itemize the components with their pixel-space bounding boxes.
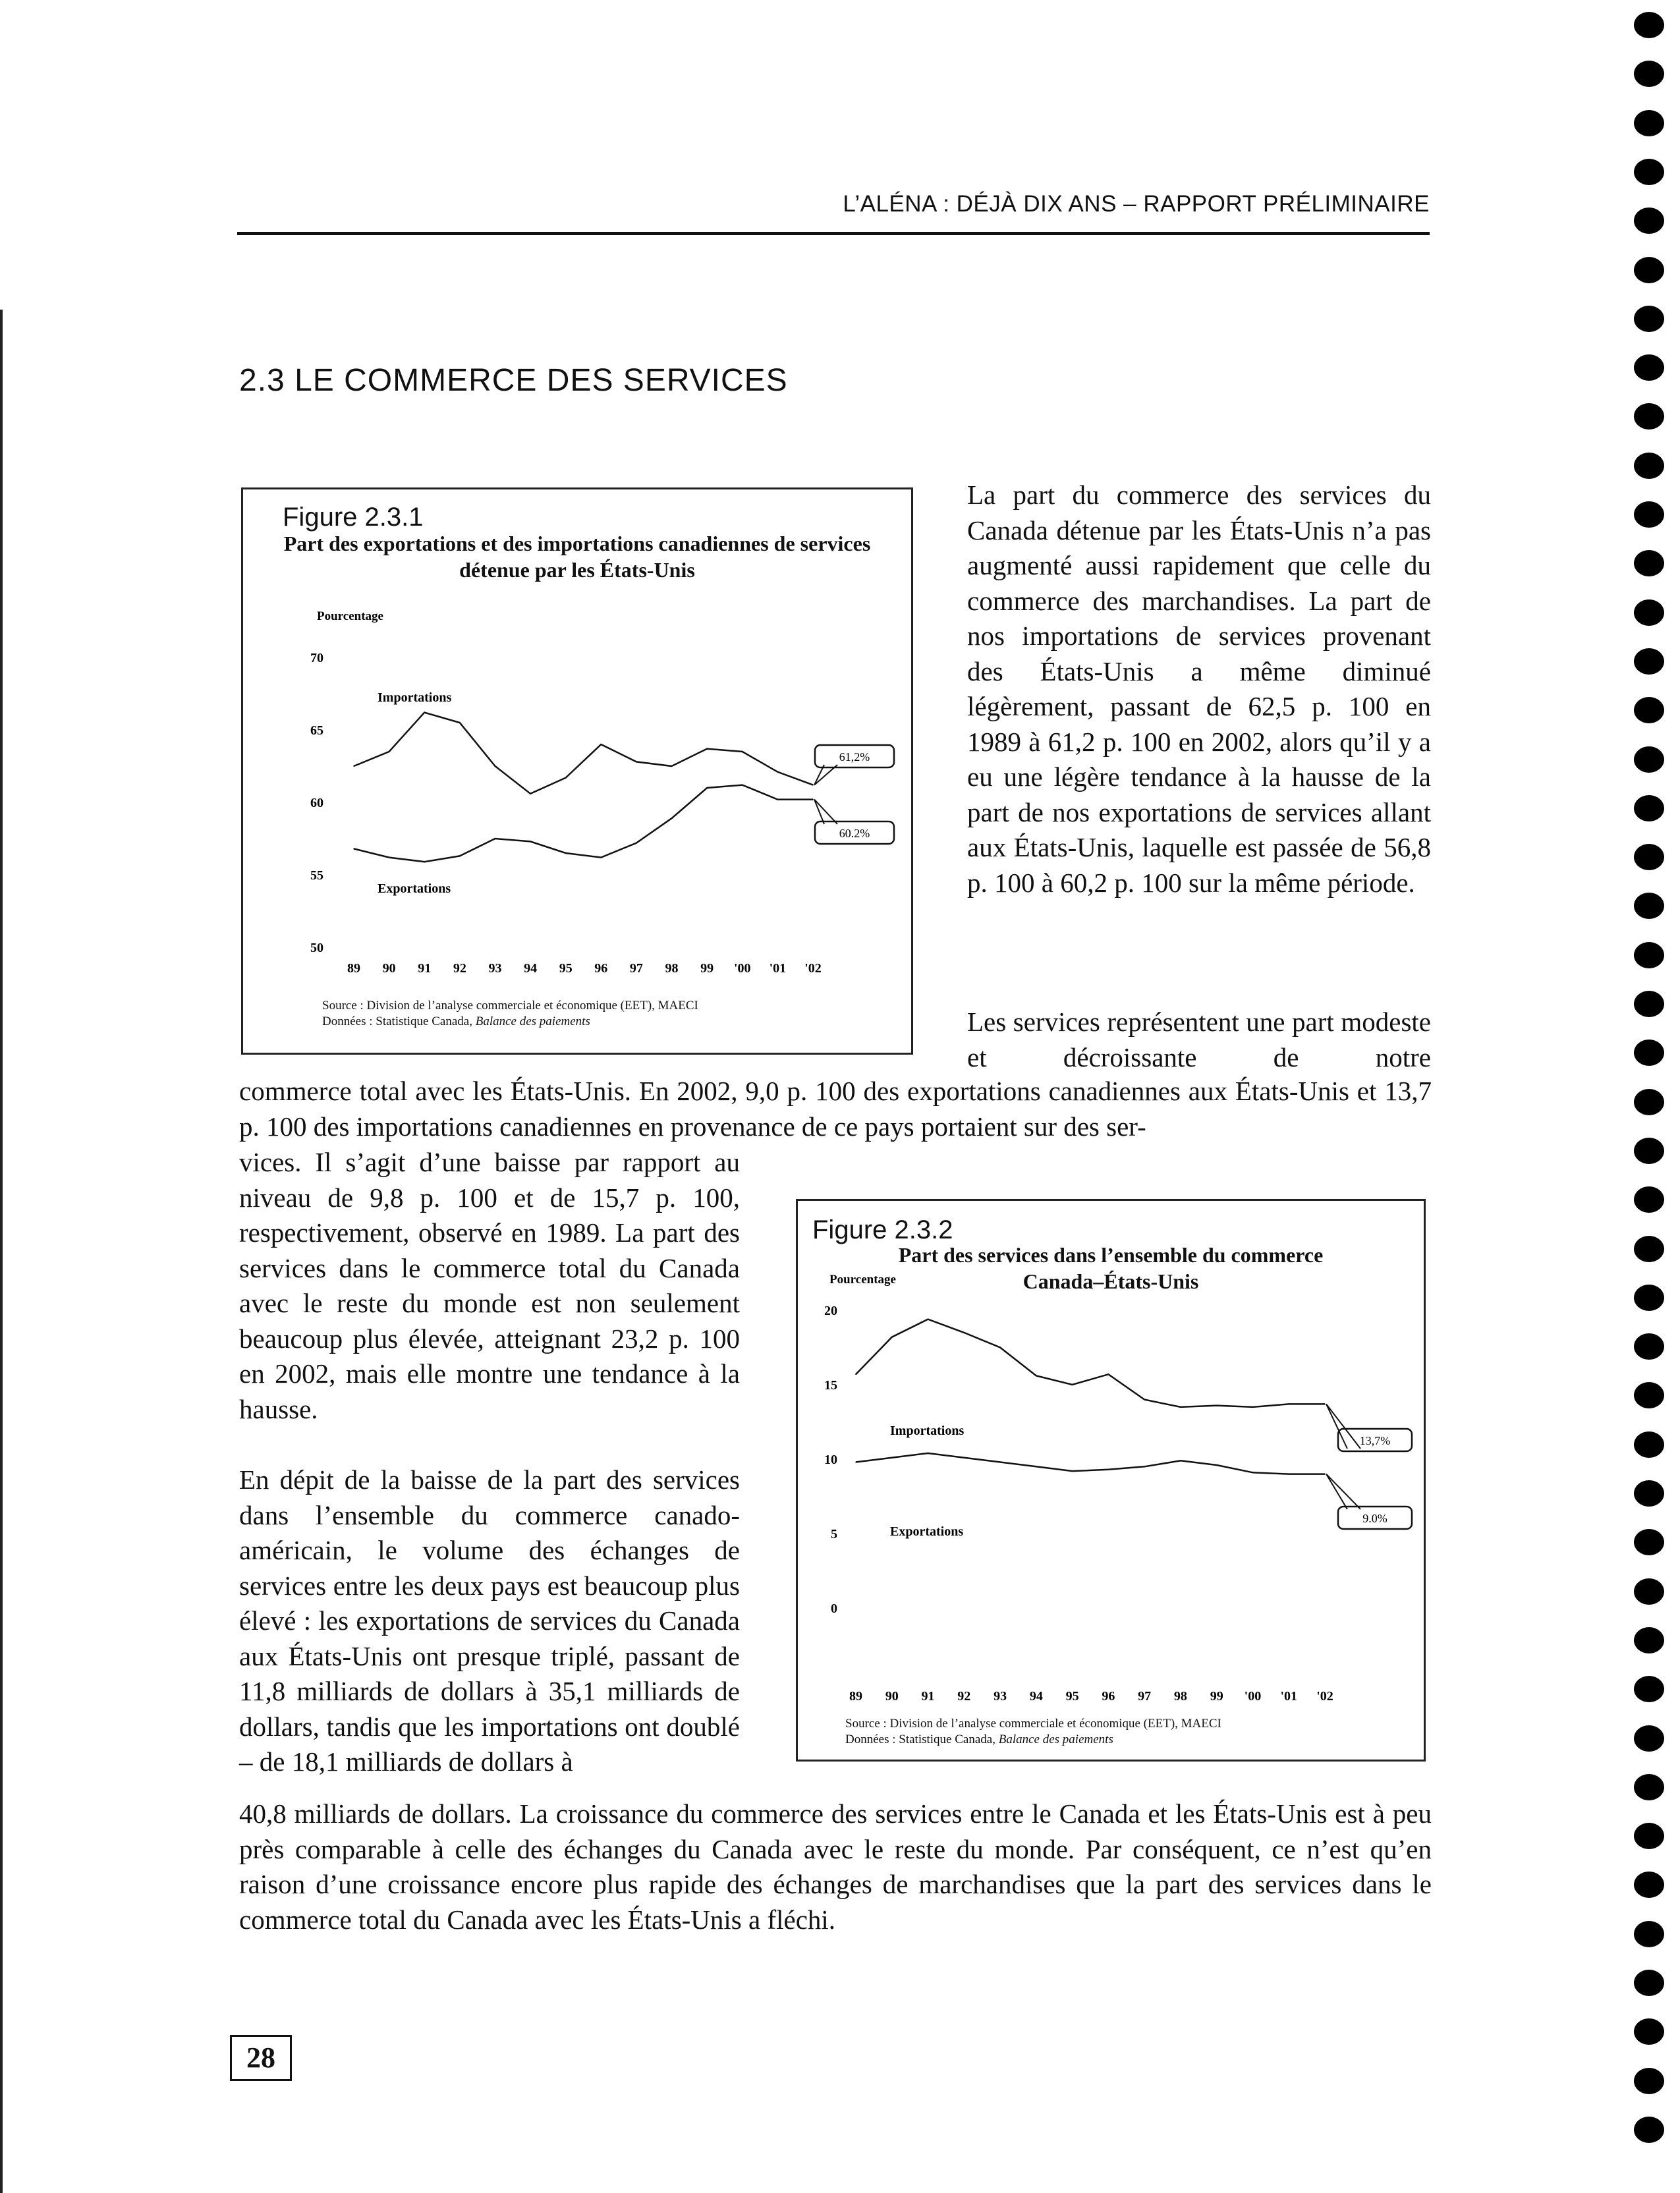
data-point	[1108, 1374, 1109, 1375]
series-name-label: Importations	[890, 1424, 965, 1438]
data-point	[671, 818, 673, 819]
binding-hole	[1634, 1040, 1664, 1066]
data-point	[1252, 1406, 1254, 1408]
binding-hole	[1634, 1431, 1664, 1458]
figure-label: Figure 2.3.2	[812, 1215, 953, 1244]
y-tick-label: 65	[310, 723, 323, 738]
data-point	[1288, 1474, 1289, 1475]
x-tick-label: 99	[1210, 1689, 1223, 1704]
figure-title-line-2: Canada–États-Unis	[1022, 1269, 1199, 1293]
binding-hole	[1634, 1236, 1664, 1262]
running-header: L’ALÉNA : DÉJÀ DIX ANS – RAPPORT PRÉLIMINAIRE	[843, 191, 1430, 217]
y-tick-label: 0	[831, 1601, 837, 1616]
paragraph-2-middle: commerce total avec les États-Unis. En 2002, 9,0 p. 100 des exportations canadiennes aux États-Unis et 13,7 p. 100 des importations canadiennes en provenance de ce pays portaient sur des ser-	[239, 1076, 1432, 1142]
x-tick-label: 92	[957, 1689, 971, 1704]
data-point	[1324, 1474, 1326, 1475]
data-point	[495, 838, 496, 839]
figure-source	[845, 1716, 1221, 1748]
source-line-1: Source : Division de l’analyse commerciale et économique (EET), MAECI	[845, 1717, 1221, 1731]
source-italic: Balance des paiements	[998, 1733, 1113, 1746]
y-axis-label: Pourcentage	[317, 609, 383, 623]
data-point	[742, 785, 743, 786]
data-point	[353, 848, 354, 850]
data-point	[855, 1374, 856, 1375]
x-tick-label: 91	[418, 961, 432, 976]
x-tick-label: 93	[488, 961, 502, 976]
binding-hole	[1634, 1480, 1664, 1507]
x-tick-label: 92	[453, 961, 466, 976]
x-tick-label: 90	[382, 961, 396, 976]
x-tick-label: 98	[1173, 1689, 1187, 1704]
figure-title-line-1: Part des exportations et des importations canadiennes de services	[283, 532, 871, 555]
x-tick-label: 90	[885, 1689, 899, 1704]
page-number: 28	[230, 2035, 292, 2081]
data-point	[891, 1457, 893, 1458]
binding-hole	[1634, 208, 1664, 234]
x-tick-label: 89	[347, 961, 360, 976]
data-point	[1288, 1404, 1289, 1405]
series-line-importations	[354, 713, 813, 794]
data-point	[671, 765, 673, 767]
binding-hole	[1634, 991, 1664, 1017]
data-point	[636, 843, 637, 844]
x-tick-label: '01	[1280, 1689, 1298, 1704]
source-line-2	[845, 1732, 1221, 1748]
data-point	[855, 1462, 856, 1463]
paragraph-3-start: En dépit de la baisse de la part des services dans l’ensemble du commerce canado-américain, le volume des échanges de services entre les deux pays est beaucoup plus élevé : les exportations de services du Canada aux États-Unis ont presque triplé, passant de 11,8 milliards de dollars à 35,1 milliards de dollars, tandis que les importations ont doublé – de 18,1 milliards de dollars à	[239, 1464, 740, 1777]
binding-hole	[1634, 1333, 1664, 1360]
source-prefix: Données : Statistique Canada,	[322, 1014, 476, 1028]
data-point	[1216, 1464, 1218, 1466]
x-tick-label: 99	[700, 961, 714, 976]
y-axis-label: Pourcentage	[829, 1273, 896, 1287]
data-point	[706, 748, 708, 750]
binding-hole	[1634, 648, 1664, 675]
chart-1	[243, 489, 911, 1053]
binding-hole	[1634, 1676, 1664, 1702]
data-point	[812, 799, 814, 800]
data-point	[928, 1319, 929, 1320]
data-point	[1180, 1460, 1181, 1461]
y-tick-label: 20	[824, 1304, 837, 1318]
figure-title-line-2: détenue par les États-Unis	[459, 558, 695, 582]
figure-title-line-1: Part des services dans l’ensemble du commerce	[898, 1243, 1324, 1267]
binding-hole	[1634, 942, 1664, 968]
binding-hole	[1634, 2117, 1664, 2143]
binding-hole	[1634, 257, 1664, 283]
figure-2-3-2	[796, 1199, 1426, 1762]
data-point	[1252, 1472, 1254, 1474]
y-tick-label: 70	[310, 651, 323, 665]
binding-hole	[1634, 1382, 1664, 1408]
data-point	[1180, 1406, 1181, 1408]
binding-hole	[1634, 1872, 1664, 1898]
binding-hole	[1634, 1725, 1664, 1752]
data-point	[999, 1347, 1001, 1348]
data-point	[1108, 1469, 1109, 1470]
source-prefix: Données : Statistique Canada,	[845, 1733, 999, 1746]
series-name-label: Importations	[378, 690, 452, 705]
x-tick-label: 95	[1065, 1689, 1079, 1704]
binding-hole	[1634, 2018, 1664, 2045]
binding-hole	[1634, 1921, 1664, 1947]
chart-2	[798, 1201, 1424, 1760]
binding-hole	[1634, 354, 1664, 381]
binding-hole	[1634, 1774, 1664, 1800]
y-tick-label: 15	[824, 1378, 837, 1393]
x-tick-label: 96	[594, 961, 608, 976]
binding-hole	[1634, 1285, 1664, 1311]
binding-hole	[1634, 1578, 1664, 1605]
data-point	[1144, 1399, 1145, 1401]
data-point	[601, 857, 602, 858]
binding-hole	[1634, 61, 1664, 87]
end-value-label: 60.2%	[839, 827, 870, 840]
data-point	[706, 787, 708, 789]
section-title: 2.3 LE COMMERCE DES SERVICES	[239, 363, 788, 398]
data-point	[495, 765, 496, 767]
x-tick-label: 93	[994, 1689, 1007, 1704]
binding-hole	[1634, 697, 1664, 723]
binding-hole	[1634, 12, 1664, 38]
x-tick-label: 98	[665, 961, 679, 976]
x-tick-label: 96	[1102, 1689, 1115, 1704]
y-tick-label: 55	[310, 868, 323, 883]
data-point	[777, 799, 779, 800]
data-point	[424, 861, 425, 862]
data-point	[1324, 1404, 1326, 1405]
x-tick-label: 89	[849, 1689, 862, 1704]
series-name-label: Exportations	[890, 1524, 964, 1539]
x-tick-label: 94	[1029, 1689, 1043, 1704]
data-point	[1072, 1384, 1073, 1385]
x-tick-label: 91	[921, 1689, 935, 1704]
header-rule	[237, 232, 1430, 235]
binding-hole	[1634, 844, 1664, 870]
data-point	[565, 852, 567, 854]
paragraph-1: La part du commerce des services du Canada détenue par les États-Unis n’a pas augmenté aussi rapidement que celle du commerce des marchandises. La part de nos importations de services provenant des États-Unis a même diminué légèrement, passant de 62,5 p. 100 en 1989 à 61,2 p. 100 en 2002, alors qu’il y a eu une légère tendance à la hausse de la part de nos exportations de services allant aux États-Unis, laquelle est passée de 56,8 p. 100 à 60,2 p. 100 sur la même période.	[967, 480, 1431, 898]
data-point	[636, 762, 637, 763]
binding-hole	[1634, 453, 1664, 479]
x-tick-label: 95	[559, 961, 573, 976]
data-point	[459, 722, 461, 723]
binding-holes	[1627, 0, 1680, 2193]
y-tick-label: 50	[310, 941, 323, 955]
data-point	[999, 1462, 1001, 1463]
x-tick-label: 94	[524, 961, 538, 976]
binding-hole	[1634, 795, 1664, 821]
binding-hole	[1634, 1089, 1664, 1115]
series-line-exportations	[354, 785, 813, 862]
binding-hole	[1634, 1138, 1664, 1164]
binding-hole	[1634, 1627, 1664, 1653]
callout-pointer	[814, 800, 837, 824]
data-point	[964, 1457, 965, 1458]
data-point	[530, 793, 531, 794]
x-tick-label: '02	[804, 961, 822, 976]
data-point	[777, 771, 779, 773]
binding-hole	[1634, 1823, 1664, 1849]
binding-hole	[1634, 110, 1664, 136]
series-line-exportations	[856, 1453, 1325, 1474]
binding-hole	[1634, 599, 1664, 626]
data-point	[565, 777, 567, 779]
data-point	[459, 856, 461, 857]
paragraph-2-end: vices. Il s’agit d’une baisse par rapport au niveau de 9,8 p. 100 et de 15,7 p. 100, respectivement, observé en 1989. La part des services dans le commerce total du Canada avec le reste du monde est non seulement beaucoup plus élevée, atteignant 23,2 p. 100 en 2002, mais elle montre une tendance à la hausse.	[239, 1147, 740, 1424]
callout-pointer	[1326, 1474, 1360, 1509]
figure-2-3-1	[241, 487, 913, 1055]
x-tick-label: 97	[1138, 1689, 1152, 1704]
binding-hole	[1634, 1186, 1664, 1213]
data-point	[928, 1453, 929, 1454]
paragraph-3-end: 40,8 milliards de dollars. La croissance du commerce des services entre le Canada et les États-Unis est à peu près comparable à celle des échanges du Canada avec le reste du monde. Par conséquent, ce n’est qu’en raison d’une croissance encore plus rapide des échanges de marchandises que la part des services dans le commerce total du Canada avec les États-Unis a fléchi.	[239, 1798, 1432, 1935]
figure-label: Figure 2.3.1	[283, 503, 424, 532]
end-value-label: 9.0%	[1362, 1512, 1387, 1525]
binding-hole	[1634, 403, 1664, 430]
series-name-label: Exportations	[378, 881, 451, 896]
x-tick-label: '01	[769, 961, 787, 976]
paragraph-2-start: Les services représentent une part modeste et décroissante de notre	[967, 1007, 1431, 1072]
data-point	[530, 841, 531, 843]
end-value-label: 13,7%	[1359, 1434, 1391, 1447]
source-italic: Balance des paiements	[475, 1014, 590, 1028]
data-point	[1216, 1405, 1218, 1406]
series-line-importations	[856, 1319, 1325, 1407]
end-value-label: 61,2%	[839, 750, 870, 763]
figure-source	[322, 998, 698, 1030]
source-line-1: Source : Division de l’analyse commerciale et économique (EET), MAECI	[322, 999, 698, 1013]
binding-hole	[1634, 1529, 1664, 1555]
data-point	[1036, 1375, 1037, 1377]
source-line-2	[322, 1014, 698, 1030]
y-tick-label: 10	[824, 1453, 837, 1467]
data-point	[1072, 1470, 1073, 1472]
binding-hole	[1634, 550, 1664, 576]
data-point	[389, 857, 390, 858]
x-tick-label: '00	[733, 961, 751, 976]
binding-hole	[1634, 159, 1664, 185]
data-point	[424, 712, 425, 713]
binding-hole	[1634, 2068, 1664, 2094]
scan-left-edge	[0, 310, 3, 2193]
data-point	[891, 1337, 893, 1338]
data-point	[1144, 1466, 1145, 1468]
binding-hole	[1634, 1970, 1664, 1996]
data-point	[601, 744, 602, 745]
y-tick-label: 5	[831, 1527, 837, 1541]
x-tick-label: '00	[1244, 1689, 1262, 1704]
data-point	[742, 751, 743, 752]
data-point	[1036, 1466, 1037, 1468]
binding-hole	[1634, 893, 1664, 919]
y-tick-label: 60	[310, 796, 323, 810]
data-point	[389, 751, 390, 752]
binding-hole	[1634, 501, 1664, 528]
x-tick-label: 97	[629, 961, 643, 976]
data-point	[812, 785, 814, 786]
data-point	[353, 765, 354, 767]
data-point	[964, 1332, 965, 1333]
binding-hole	[1634, 306, 1664, 332]
binding-hole	[1634, 746, 1664, 773]
x-tick-label: '02	[1316, 1689, 1333, 1704]
